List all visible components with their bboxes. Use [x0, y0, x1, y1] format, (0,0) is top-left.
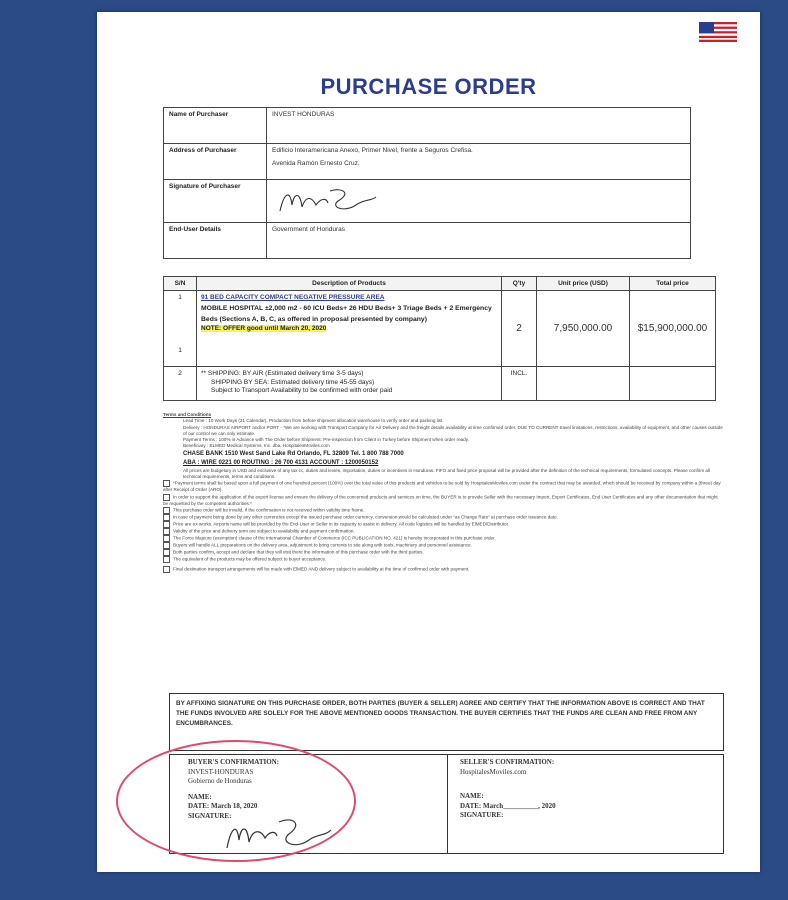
row-sn: 2	[164, 367, 197, 401]
term-text: In order to support the application of the export license and ensure the delivery of the concerned products and services on time, the BUYER is to provide Seller with the necessary Import, Export Certificates, End User Certificates and any other documentation that might be requested by the competent authorities.*	[163, 494, 718, 506]
term-text: Both parties confirm, accept and declare that they will visit there the information of this purchase order with the third parties.	[173, 549, 424, 555]
checkbox-icon	[163, 556, 170, 563]
term-item	[163, 480, 723, 493]
checkbox-icon	[163, 549, 170, 556]
end-user-value: Government of Honduras	[272, 226, 345, 233]
shipping-line-3: Subject to Transport Availability to be confirmed with order paid	[211, 387, 393, 394]
col-unit-price: Unit price (USD)	[537, 277, 630, 291]
product-title: 91 BED CAPACITY COMPACT NEGATIVE PRESSURE AREA	[201, 294, 385, 301]
info-value	[267, 223, 691, 259]
term-item	[163, 521, 723, 528]
shipping-line-1: ** SHIPPING: BY AIR (Estimated delivery time 3-5 days)	[201, 370, 364, 377]
term-text: This purchase order will be invalid, if the confirmation is not received within validity time frame.	[173, 507, 365, 513]
info-row-address	[164, 144, 691, 180]
purchaser-signature-cell	[267, 180, 691, 223]
term-item	[163, 528, 723, 535]
seller-signature-label: SIGNATURE:	[460, 811, 504, 819]
checkbox-icon	[163, 521, 170, 528]
buyer-name-label: NAME:	[188, 792, 212, 801]
term-item	[163, 556, 723, 563]
bank-details: CHASE BANK 1510 West Sand Lake Rd Orlando, FL 32809 Tel. 1 800 788 7000	[183, 450, 404, 457]
term-text: Validity of the price and delivery term are subject to availability and payment confirmation.	[173, 528, 355, 534]
address-line-2: Avenida Ramón Ernesto Cruz.	[272, 160, 360, 167]
seller-date: DATE: March__________, 2020	[460, 801, 556, 810]
info-label: End-User Details	[164, 223, 267, 259]
row-qty: INCL.	[502, 367, 537, 401]
term-item	[163, 494, 723, 507]
col-description: Description of Products	[197, 277, 502, 291]
sn-value: 1	[178, 294, 182, 301]
row-description	[197, 367, 502, 401]
col-sn: S/N	[164, 277, 197, 291]
checkbox-icon	[163, 528, 170, 535]
lead-time: Lead Time : 10 Work Days (21 Calendar), Production from before shipment allocation warehouse to verify order and packing list.	[183, 418, 444, 424]
info-label: Name of Purchaser	[164, 108, 267, 144]
term-item	[163, 535, 723, 542]
table-row	[164, 367, 716, 401]
row-sn	[164, 291, 197, 367]
table-row	[164, 291, 716, 367]
seller-confirmation	[460, 758, 556, 821]
offer-note: NOTE: OFFER good until March 20, 2020	[201, 325, 327, 332]
seller-name-label: NAME:	[460, 792, 484, 800]
info-value	[267, 108, 691, 144]
info-row-signature	[164, 180, 691, 223]
col-total-price: Total price	[630, 277, 716, 291]
products-header-row	[164, 277, 716, 291]
terms-and-conditions	[163, 412, 723, 573]
shipping-line-2: SHIPPING BY SEA: Estimated delivery time 45-55 days)	[211, 378, 375, 386]
buyer-gov: Gobierno de Honduras	[188, 777, 252, 785]
term-item	[163, 549, 723, 556]
checkbox-icon	[163, 535, 170, 542]
products-table	[163, 276, 716, 401]
account-details: ABA : WIRE 0221 00 ROUTING : 26 700 4131 ACCOUNT : 1200050152	[183, 459, 379, 466]
buyer-date: DATE: March 18, 2020	[188, 802, 258, 810]
buyer-heading: BUYER'S CONFIRMATION:	[188, 758, 280, 766]
term-text: *Payment terms shall be based upon a full payment of one hundred percent (100%) over the total value of this products and vehicles to be sold by HospitalesMoviles.com under the contract that may be awarded, which should be received by company within a (three) day after Receipt of Order (ARO).	[163, 481, 721, 493]
beneficiary: Beneficiary : ELMED Medical Systems, Inc. dba, HospitalesMoviles.com	[183, 443, 330, 449]
term-item	[163, 514, 723, 521]
term-item	[163, 566, 723, 573]
checkbox-icon	[163, 566, 170, 573]
term-item	[163, 507, 723, 514]
term-text: Buyers will handle ALL preparations on the delivery area, adjustment to bring currents to site along with tools, machinery and personnel assistance.	[173, 542, 472, 548]
checkbox-icon	[163, 542, 170, 549]
payment-terms: Payment Terms : 100% in Advance with The Order before Shipment. Pre-inspection from Client in Turkey before Shipment when order ready.	[183, 437, 469, 443]
product-description: MOBILE HOSPITAL ±2,000 m2 - 60 ICU Beds+ 26 HDU Beds+ 3 Triage Beds + 2 Emergency Beds (Sections A, B, C, as offered in proposal presented by company)	[201, 305, 492, 323]
checkbox-icon	[163, 480, 170, 487]
purchaser-info-table	[163, 107, 691, 259]
terms-heading: Terms and Conditions	[163, 412, 212, 417]
row-unit-price	[537, 367, 630, 401]
row-qty: 2	[502, 291, 537, 367]
us-flag-icon	[699, 22, 737, 42]
buyer-org: INVEST-HONDURAS	[188, 767, 254, 776]
info-row-name	[164, 108, 691, 144]
seller-heading: SELLER'S CONFIRMATION:	[460, 758, 555, 766]
row-unit-price: 7,950,000.00	[537, 291, 630, 367]
term-text: The equivalent of the products may be offered subject to buyer acceptance.	[173, 556, 327, 562]
info-label: Address of Purchaser	[164, 144, 267, 180]
term-text: The Force Majeure (exemption) clause of the International Chamber of Commerce (ICC PUBLICATION NO. 421) is hereby incorporated in this purchase order.	[173, 535, 496, 541]
term-text: Final destination transport arrangements will be made with ElMED AND delivery subject to availability at the time of confirmed order with payment.	[173, 566, 470, 572]
row-total-price: $15,900,000.00	[630, 291, 716, 367]
term-item	[163, 542, 723, 549]
purchase-order-page	[97, 12, 760, 872]
row-description	[197, 291, 502, 367]
purchaser-signature	[272, 183, 382, 217]
term-item: All prices are budgetary in USD and exclusive of any tax cc, duties and levies, importation, duties or incentives in Honduras. FIFO and fixed price proposal will be provided after the definition of the technical requirements, formulated concepts. Please confirm all technical requirements, terms and conditions.	[183, 467, 711, 480]
checkbox-icon	[163, 507, 170, 514]
sn-value-2: 1	[178, 347, 182, 354]
checkbox-icon	[163, 514, 170, 521]
red-circle-stamp	[116, 740, 356, 862]
row-total-price	[630, 367, 716, 401]
info-value	[267, 144, 691, 180]
certification-box: BY AFFIXING SIGNATURE ON THIS PURCHASE ORDER, BOTH PARTIES (BUYER & SELLER) AGREE AND CERTIFY THAT THE INFORMATION ABOVE IS CORRECT AND THAT THE FUNDS INVOLVED ARE SOLELY FOR THE ABOVE MENTIONED GOODS TRANSACTION. THE BUYER CERTIFIES THAT THE FUNDS ARE CLEAN AND FREE FROM ANY ENCUMBRANCES.	[169, 693, 724, 751]
delivery-terms: Delivery : HONDURAS AIRPORT and/or PORT - *We are working with Transport Company for Air Delivery and the freight details availability at time confirmed order. DUE TO CURRENT travel limitations, restrictions, availability of equipment, and other causes outside of our control we can only estimate.	[183, 424, 723, 436]
term-text: In case of payment being done by any other currencies except the issued purchase order currency, conversion would be calculated under "as Change Rate" at purchase order issuance date.	[173, 514, 558, 520]
buyer-signature-label: SIGNATURE:	[188, 811, 232, 820]
info-label: Signature of Purchaser	[164, 180, 267, 223]
info-row-end-user	[164, 223, 691, 259]
address-line-1: Edificio Interamericana Anexo, Primer Nivel, frente a Seguros Crefisa.	[272, 147, 473, 154]
seller-org: HospitalesMoviles.com	[460, 767, 527, 776]
confirmation-divider	[447, 755, 448, 853]
purchaser-name: INVEST HONDURAS	[272, 111, 335, 118]
col-qty: Q'ty	[502, 277, 537, 291]
checkbox-icon	[163, 494, 170, 501]
page-title: PURCHASE ORDER	[320, 74, 537, 99]
term-text: Price are ex-works. Airports name will be provided by the End-User or Seller in its capacity to assist in delivery. All code logistics will be handled by ElMED/Distributor.	[173, 521, 510, 527]
